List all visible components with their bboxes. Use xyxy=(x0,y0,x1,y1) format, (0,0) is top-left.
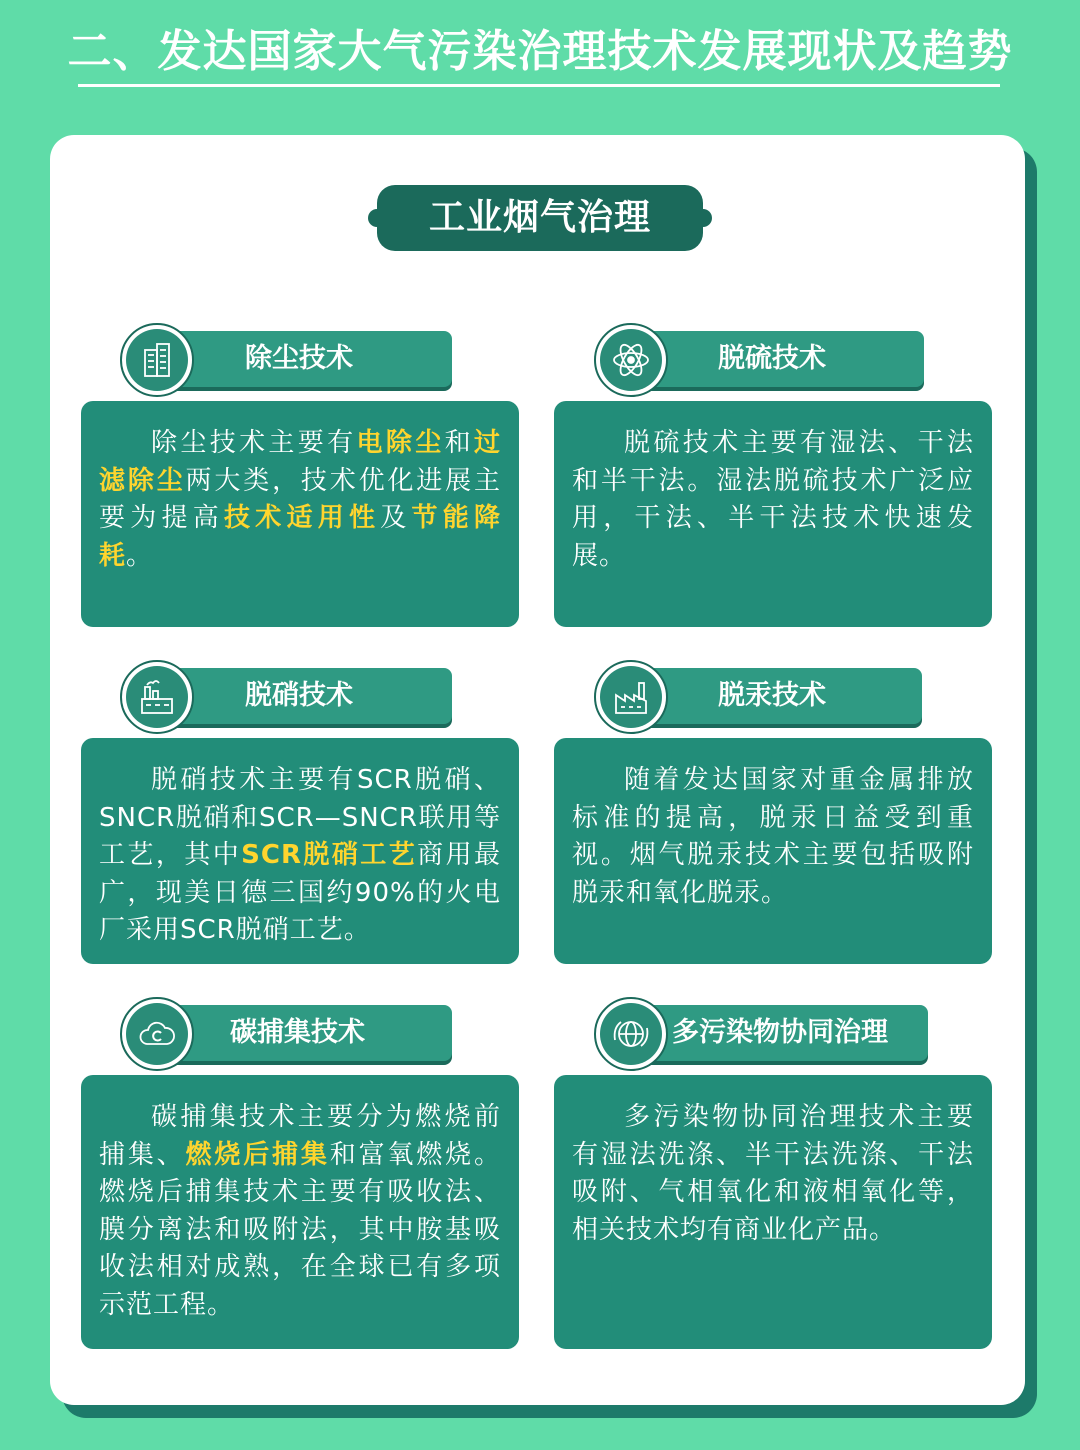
item-icon-badge xyxy=(594,997,668,1071)
item-title: 脱汞技术 xyxy=(718,680,826,711)
industrial-plant-icon xyxy=(137,677,177,717)
item-description-text xyxy=(572,762,974,912)
item-icon-badge xyxy=(120,323,194,397)
highlighted-term: 节能降耗 xyxy=(99,503,501,571)
title-underline xyxy=(78,84,1000,87)
item-description-text xyxy=(99,762,501,950)
description-text: 随着发达国家对重金属排放标准的提高，脱汞日益受到重视。烟气脱汞技术主要包括吸附脱汞和氧化脱汞。 xyxy=(572,765,974,908)
highlighted-term: 电除尘 xyxy=(356,428,445,458)
factory-building-icon xyxy=(137,340,177,380)
item-description xyxy=(81,401,519,627)
item-description-text xyxy=(572,425,974,575)
item-description-text xyxy=(99,425,501,575)
item-title: 脱硝技术 xyxy=(245,680,353,711)
item-description-text xyxy=(99,1099,501,1324)
description-text: 。 xyxy=(126,540,154,571)
item-title: 碳捕集技术 xyxy=(230,1017,365,1048)
description-text: 及 xyxy=(380,503,412,533)
item-description-text xyxy=(572,1099,974,1249)
item-description xyxy=(81,1075,519,1349)
description-text: 除尘技术主要有 xyxy=(151,428,357,458)
item-description xyxy=(81,738,519,964)
atom-icon xyxy=(611,340,651,380)
item-icon-badge xyxy=(594,323,668,397)
globe-leaf-icon xyxy=(611,1014,651,1054)
carbon-cloud-icon xyxy=(137,1014,177,1054)
section-title: 工业烟气治理 xyxy=(377,185,703,251)
description-text: 脱硫技术主要有湿法、干法和半干法。湿法脱硫技术广泛应用，干法、半干法技术快速发展。 xyxy=(572,428,974,571)
description-text: 碳捕集技术主要分为燃烧前捕集、 xyxy=(99,1102,501,1170)
description-text: 两大类，技术优化进展主要为提高 xyxy=(99,465,501,533)
page-title: 二、发达国家大气污染治理技术发展现状及趋势 xyxy=(67,26,1013,77)
description-text: 和 xyxy=(444,428,474,458)
item-description xyxy=(554,401,992,627)
item-description xyxy=(554,738,992,964)
highlighted-term: 燃烧后捕集 xyxy=(185,1139,330,1170)
item-title: 脱硫技术 xyxy=(718,343,826,374)
item-icon-badge xyxy=(120,997,194,1071)
item-title: 除尘技术 xyxy=(245,343,353,374)
description-text: 脱硝技术主要有SCR脱硝、SNCR脱硝和SCR—SNCR联用等工艺，其中 xyxy=(99,765,501,870)
highlighted-term: 技术适用性 xyxy=(223,503,381,533)
item-icon-badge xyxy=(120,660,194,734)
item-icon-badge xyxy=(594,660,668,734)
highlighted-term: 过滤除尘 xyxy=(99,428,501,496)
description-text: 多污染物协同治理技术主要有湿法洗涤、半干法洗涤、干法吸附、气相氧化和液相氧化等，相关技术均有商业化产品。 xyxy=(572,1102,974,1245)
description-text: 和富氧燃烧。燃烧后捕集技术主要有吸收法、膜分离法和吸附法，其中胺基吸收法相对成熟，在全球已有多项示范工程。 xyxy=(99,1139,501,1320)
item-description xyxy=(554,1075,992,1349)
highlighted-term: SCR脱硝工艺 xyxy=(241,840,418,870)
item-title: 多污染物协同治理 xyxy=(672,1017,888,1048)
factory-icon xyxy=(611,677,651,717)
description-text: 商用最广，现美日德三国约90%的火电厂采用SCR脱硝工艺。 xyxy=(99,840,501,945)
